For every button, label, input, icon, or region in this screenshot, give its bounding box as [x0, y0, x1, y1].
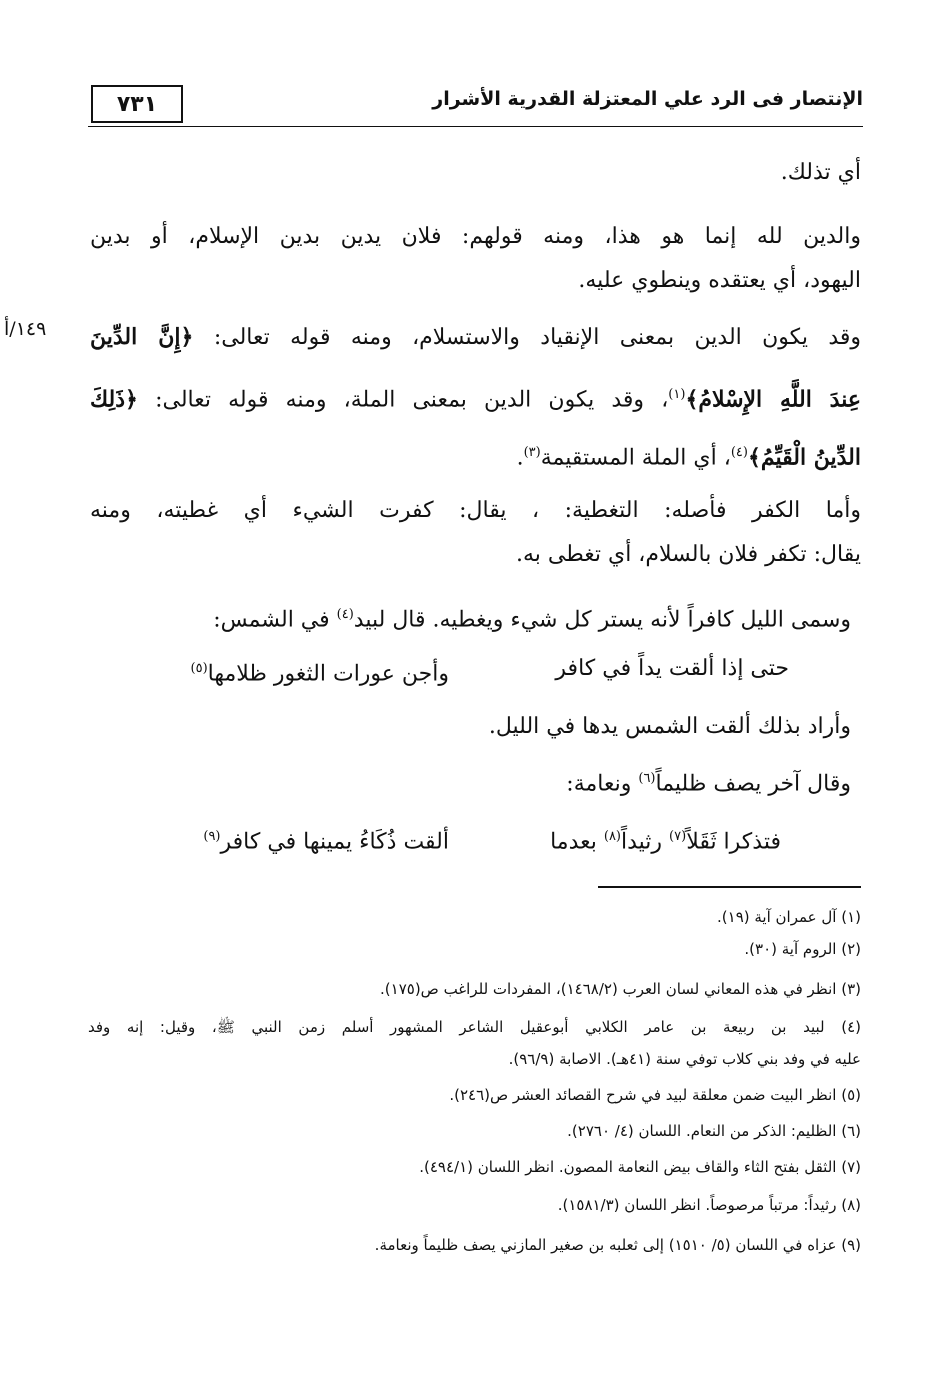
body-line-3: اليهود، أي يعتقده وينطوي عليه. — [578, 268, 861, 293]
quran-verse: ﴿ذَلِكَ — [90, 386, 138, 413]
verse-2-first-b: رثيداً — [621, 829, 670, 855]
body-line-4 — [90, 322, 861, 353]
quran-verse: ﴿إِنَّ الدِّينَ — [90, 324, 194, 350]
footnote-ref: (١) — [668, 387, 686, 402]
verse-1-second-text: وأجن عورات الثغور ظلامها — [207, 661, 449, 687]
body-line-11-a: وقال آخر يصف ظليماً — [655, 771, 851, 797]
body-line-1: أي تذلك. — [780, 160, 861, 185]
body-line-10: وأراد بذلك ألقت الشمس يدها في الليل. — [488, 714, 851, 739]
verse-2-second-hemistich — [203, 822, 449, 857]
footnote-6: (٦) الظليم: الذكر من النعام. اللسان (٤/ ٢٧٦٠). — [567, 1122, 861, 1140]
page-number: ٧٣١ — [91, 85, 183, 123]
body-line-11-b: ونعامة: — [566, 771, 639, 797]
margin-folio-note: ١٤٩/أ — [4, 318, 47, 340]
footnote-ref: (٤) — [730, 445, 748, 460]
footnote-ref: (٣) — [523, 445, 541, 460]
quran-verse: عِندَ اللَّهِ الإِسْلامُ﴾ — [685, 386, 861, 413]
body-line-6 — [517, 438, 861, 473]
quran-verse: الدِّينُ الْقَيِّمُ﴾ — [747, 444, 861, 471]
footnote-4-line-1: (٤) لبيد بن ربيعة بن عامر الكلابي أبوعقيل الشاعر المشهور أسلم زمن النبي ﷺ، وقيل: إنه وفد — [88, 1018, 861, 1036]
verse-2-first-a: فتذكرا ثَقَلاً — [686, 829, 781, 855]
footnote-ref: (٦) — [638, 771, 656, 786]
footnote-9: (٩) عزاه في اللسان (٥/ ١٥١٠) إلى ثعلبه بن صغير المازني يصف ظليماً ونعامة. — [374, 1236, 861, 1254]
verse-1-first-hemistich: حتى إذا ألقت يداً في كافر — [555, 656, 789, 681]
footnote-4-line-2: عليه في وفد بني كلاب توفي سنة (٤١هـ). الاصابة (٩٦/٩). — [508, 1050, 861, 1068]
footnote-5: (٥) انظر البيت ضمن معلقة لبيد في شرح القصائد العشر ص(٢٤٦). — [449, 1086, 861, 1104]
body-line-7: وأما الكفر فأصله: التغطية: ، يقال: كفرت الشيء أي غطيته، ومنه — [90, 498, 861, 523]
footnote-1: (١) آل عمران آية (١٩). — [717, 908, 861, 926]
body-line-6-text: ، أي الملة المستقيمة — [540, 445, 731, 471]
verse-1-second-hemistich — [191, 654, 449, 689]
footnote-7: (٧) الثقل بفتح الثاء والقاف بيض النعامة المصون. انظر اللسان (٤٩٤/١). — [419, 1158, 861, 1176]
body-line-5-text: ، وقد يكون الدين بمعنى الملة، ومنه قوله تعالى: — [137, 387, 669, 413]
body-line-11 — [566, 764, 851, 799]
body-line-8: يقال: تكفر فلان بالسلام، أي تغطى به. — [515, 542, 861, 567]
footnote-ref: (٩) — [203, 829, 221, 844]
footnote-3: (٣) انظر في هذه المعاني لسان العرب (١٤٦٨/٢)، المفردات للراغب ص(١٧٥). — [380, 980, 861, 998]
header-rule — [88, 126, 863, 127]
body-line-9-a: وسمى الليل كافراً لأنه يستر كل شيء ويغطيه. قال لبيد — [353, 607, 851, 633]
footnote-ref: (٤) — [336, 607, 354, 622]
footnote-ref: (٥) — [190, 661, 208, 676]
body-line-5 — [90, 380, 861, 415]
footnote-8: (٨) رثيداً: مرتباً مرصوصاً. انظر اللسان (١٥٨١/٣). — [557, 1196, 861, 1214]
footnote-separator — [598, 886, 861, 888]
footnote-ref: (٧) — [669, 829, 687, 844]
body-line-9-b: في الشمس: — [213, 607, 337, 633]
body-line-4-text: وقد يكون الدين بمعنى الإنقياد والاستسلام، ومنه قوله تعالى: — [193, 325, 862, 350]
body-line-2: والدين لله إنما هو هذا، ومنه قولهم: فلان يدين بدين الإسلام، أو بدين — [90, 224, 861, 249]
footnote-ref: (٨) — [603, 829, 621, 844]
page-header — [88, 80, 863, 130]
verse-2-first-hemistich — [550, 822, 781, 857]
verse-2-second-text: ألقت ذُكَاءُ يمينها في كافر — [220, 829, 449, 855]
verse-2-first-c: بعدما — [550, 829, 604, 855]
running-title: الإنتصار فى الرد علي المعتزلة القدرية الأشرار — [432, 88, 863, 110]
body-line-9 — [213, 600, 851, 635]
body-line-6-end: . — [516, 445, 524, 471]
footnote-2: (٢) الروم آية (٣٠). — [744, 940, 861, 958]
